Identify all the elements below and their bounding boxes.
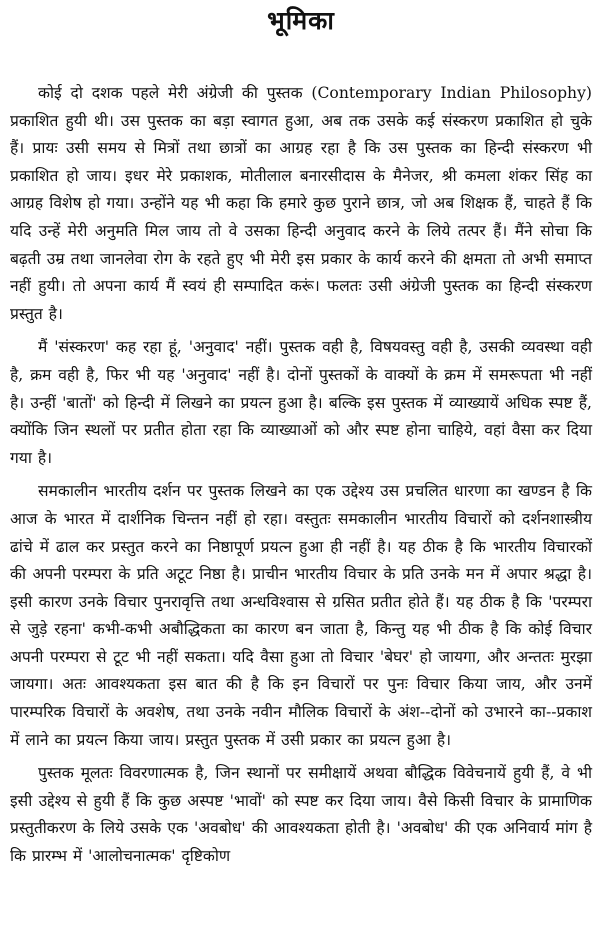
page-title: भूमिका: [267, 6, 335, 35]
paragraph-4: पुस्तक मूलतः विवरणात्मक है, जिन स्थानों पर समीक्षायें अथवा बौद्धिक विवेचनायें हुयी हैं, वे भी इसी उद्देश्य से हुयी हैं कि कुछ अस्पष्ट 'भावों' को स्पष्ट कर दिया जाय। वैसे किसी विचार के प्रामाणिक प्रस्तुतीकरण के लिये उसके एक 'अवबोध' की आवश्यकता होती है। 'अवबोध' की एक अनिवार्य मांग है कि प्रारम्भ में 'आलोचनात्मक' दृष्टिकोण: [10, 764, 592, 866]
paragraph-1: कोई दो दशक पहले मेरी अंग्रेजी की पुस्तक (Contemporary Indian Philosophy) प्रकाशित हुयी थी। उस पुस्तक का बड़ा स्वागत हुआ, अब तक उसके कई संस्करण प्रकाशित हो चुके हैं। प्रायः उसी समय से मित्रों तथा छात्रों का आग्रह रहा है कि उस पुस्तक का हिन्दी संस्करण भी प्रकाशित हो जाय। इधर मेरे प्रकाशक, मोतीलाल बनारसीदास के मैनेजर, श्री कमला शंकर सिंह का आग्रह विशेष हो गया। उन्होंने यह भी कहा कि हमारे कुछ पुराने छात्र, जो अब शिक्षक हैं, चाहते हैं कि यदि उन्हें मेरी अनुमति मिल जाय तो वे उसका हिन्दी अनुवाद करने के लिये तत्पर हैं। मैंने सोचा कि बढ़ती उम्र तथा जानलेवा रोग के रहते हुए भी मेरी इस प्रकार के कार्य करने की क्षमता तो अभी समाप्त नहीं हुयी। तो अपना कार्य मैं स्वयं ही सम्पादित करूं। फलतः उसी अंग्रेजी पुस्तक का हिन्दी संस्करण प्रस्तुत है।: [10, 84, 592, 323]
paragraph-3: समकालीन भारतीय दर्शन पर पुस्तक लिखने का एक उद्देश्य उस प्रचलित धारणा का खण्डन है कि आज के भारत में दार्शनिक चिन्तन नहीं हो रहा। वस्तुतः समकालीन भारतीय विचारों को दर्शनशास्त्रीय ढांचे में ढाल कर प्रस्तुत करने का निष्ठापूर्ण प्रयत्न हुआ ही नहीं है। यह ठीक है कि भारतीय विचारकों की अपनी परम्परा के प्रति अटूट निष्ठा है। प्राचीन भारतीय विचार के प्रति उनके मन में अपार श्रद्धा है। इसी कारण उनके विचार पुनरावृत्ति तथा अन्धविश्वास से ग्रसित प्रतीत होते हैं। यह ठीक है कि 'परम्परा से जुड़े रहना' कभी-कभी अबौद्धिकता का कारण बन जाता है, किन्तु यह भी ठीक है कि कोई विचार अपनी परम्परा से टूट भी नहीं सकता। यदि वैसा हुआ तो विचार 'बेघर' हो जायगा, और अन्ततः मुरझा जायगा। अतः आवश्यकता इस बात की है कि इन विचारों पर पुनः विचार किया जाय, और उनमें पारम्परिक विचारों के अवशेष, तथा उनके नवीन मौलिक विचारों के अंश--दोनों को उभारने का--प्रकाश में लाने का प्रयत्न किया जाय। प्रस्तुत पुस्तक में उसी प्रकार का प्रयत्न हुआ है।: [10, 482, 592, 749]
paragraph-2: मैं 'संस्करण' कह रहा हूं, 'अनुवाद' नहीं। पुस्तक वही है, विषयवस्तु वही है, उसकी व्यवस्था वही है, क्रम वही है, फिर भी यह 'अनुवाद' नहीं है। दोनों पुस्तकों के वाक्यों के क्रम में समरूपता भी नहीं है। उन्हीं 'बातों' को हिन्दी में लिखने का प्रयत्न हुआ है। बल्कि इस पुस्तक में व्याख्यायें अधिक स्पष्ट हैं, क्योंकि जिन स्थलों पर प्रतीत होता रहा कि व्याख्याओं को और स्पष्ट होना चाहिये, वहां वैसा कर दिया गया है।: [10, 338, 592, 467]
